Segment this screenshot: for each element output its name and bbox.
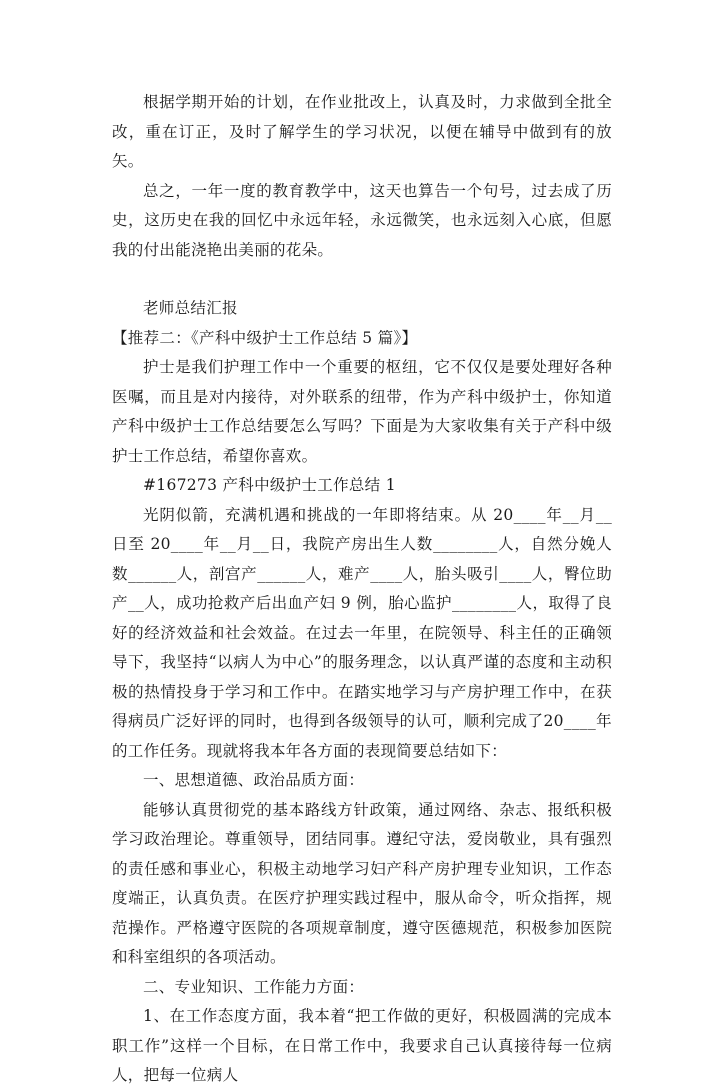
subheading-professional: 二、专业知识、工作能力方面： (143, 977, 365, 996)
paragraph-ideology: 能够认真贯彻党的基本路线方针政策，通过网络、杂志、报纸积极学习政治理论。尊重领导，团结同事。遵纪守法，爱岗敬业，具有强烈的责任感和事业心，积极主动地学习妇产科产房护理专业知识，工作态度端正，认真负责。在医疗护理实践过程中，服从命令，听众指挥，规范操作。严格遵守医院的各项规章制度，遵守医德规范，积极参加医院和科室组织的各项活动。 (112, 800, 612, 966)
paragraph-conclusion: 总之，一年一度的教育教学中，这天也算告一个句号，过去成了历史，这历史在我的回忆中永远年轻，永远微笑，也永远刻入心底，但愿我的付出能浇艳出美丽的花朵。 (112, 181, 612, 259)
paragraph-summary-opening: 光阴似箭，充满机遇和挑战的一年即将结束。从 20____年__月__日至 20____年__月__日，我院产房出生人数________人，自然分娩人数______人，剖宫产______人，难产____人，胎头吸引____人，臀位助产__人，成功抢救产后出血产妇 9 例，胎心监护________人，取得了良好的经济效益和社会效益。在过去一年里，在院领导、科主任的正确领导下，我坚持“以病人为中心”的服务理念，以认真严谨的态度和主动积极的热情投身于学习和工作中。在踏实地学习与产房护理工作中，在获得病员广泛好评的同时，也得到各级领导的认可，顺利完成了20____年的工作任务。现就将我本年各方面的表现简要总结如下： (112, 505, 612, 760)
paragraph-homework: 根据学期开始的计划，在作业批改上，认真及时，力求做到全批全改，重在订正，及时了解学生的学习状况，以便在辅导中做到有的放矢。 (112, 93, 612, 170)
recommend-line: 【推荐二：《产科中级护士工作总结 5 篇》】 (112, 328, 418, 347)
subheading-ideology: 一、思想道德、政治品质方面： (143, 771, 365, 789)
document-body (112, 88, 612, 1091)
section-title: 老师总结汇报 (143, 299, 238, 317)
article-id-line: #167273 产科中级护士工作总结 1 (143, 476, 396, 494)
blank-line (112, 265, 612, 294)
paragraph-intro: 护士是我们护理工作中一个重要的枢纽，它不仅仅是要处理好各种医嘱，而且是对内接待，对外联系的纽带，作为产科中级护士，你知道产科中级护士工作总结要怎么写吗？下面是为大家收集有关于产科中级护士工作总结，希望你喜欢。 (112, 358, 612, 465)
paragraph-work-attitude: 1、在工作态度方面，我本着“把工作做的更好，积极圆满的完成本职工作”这样一个目标，在日常工作中，我要求自己认真接待每一位病人，把每一位病人 (112, 1007, 612, 1084)
